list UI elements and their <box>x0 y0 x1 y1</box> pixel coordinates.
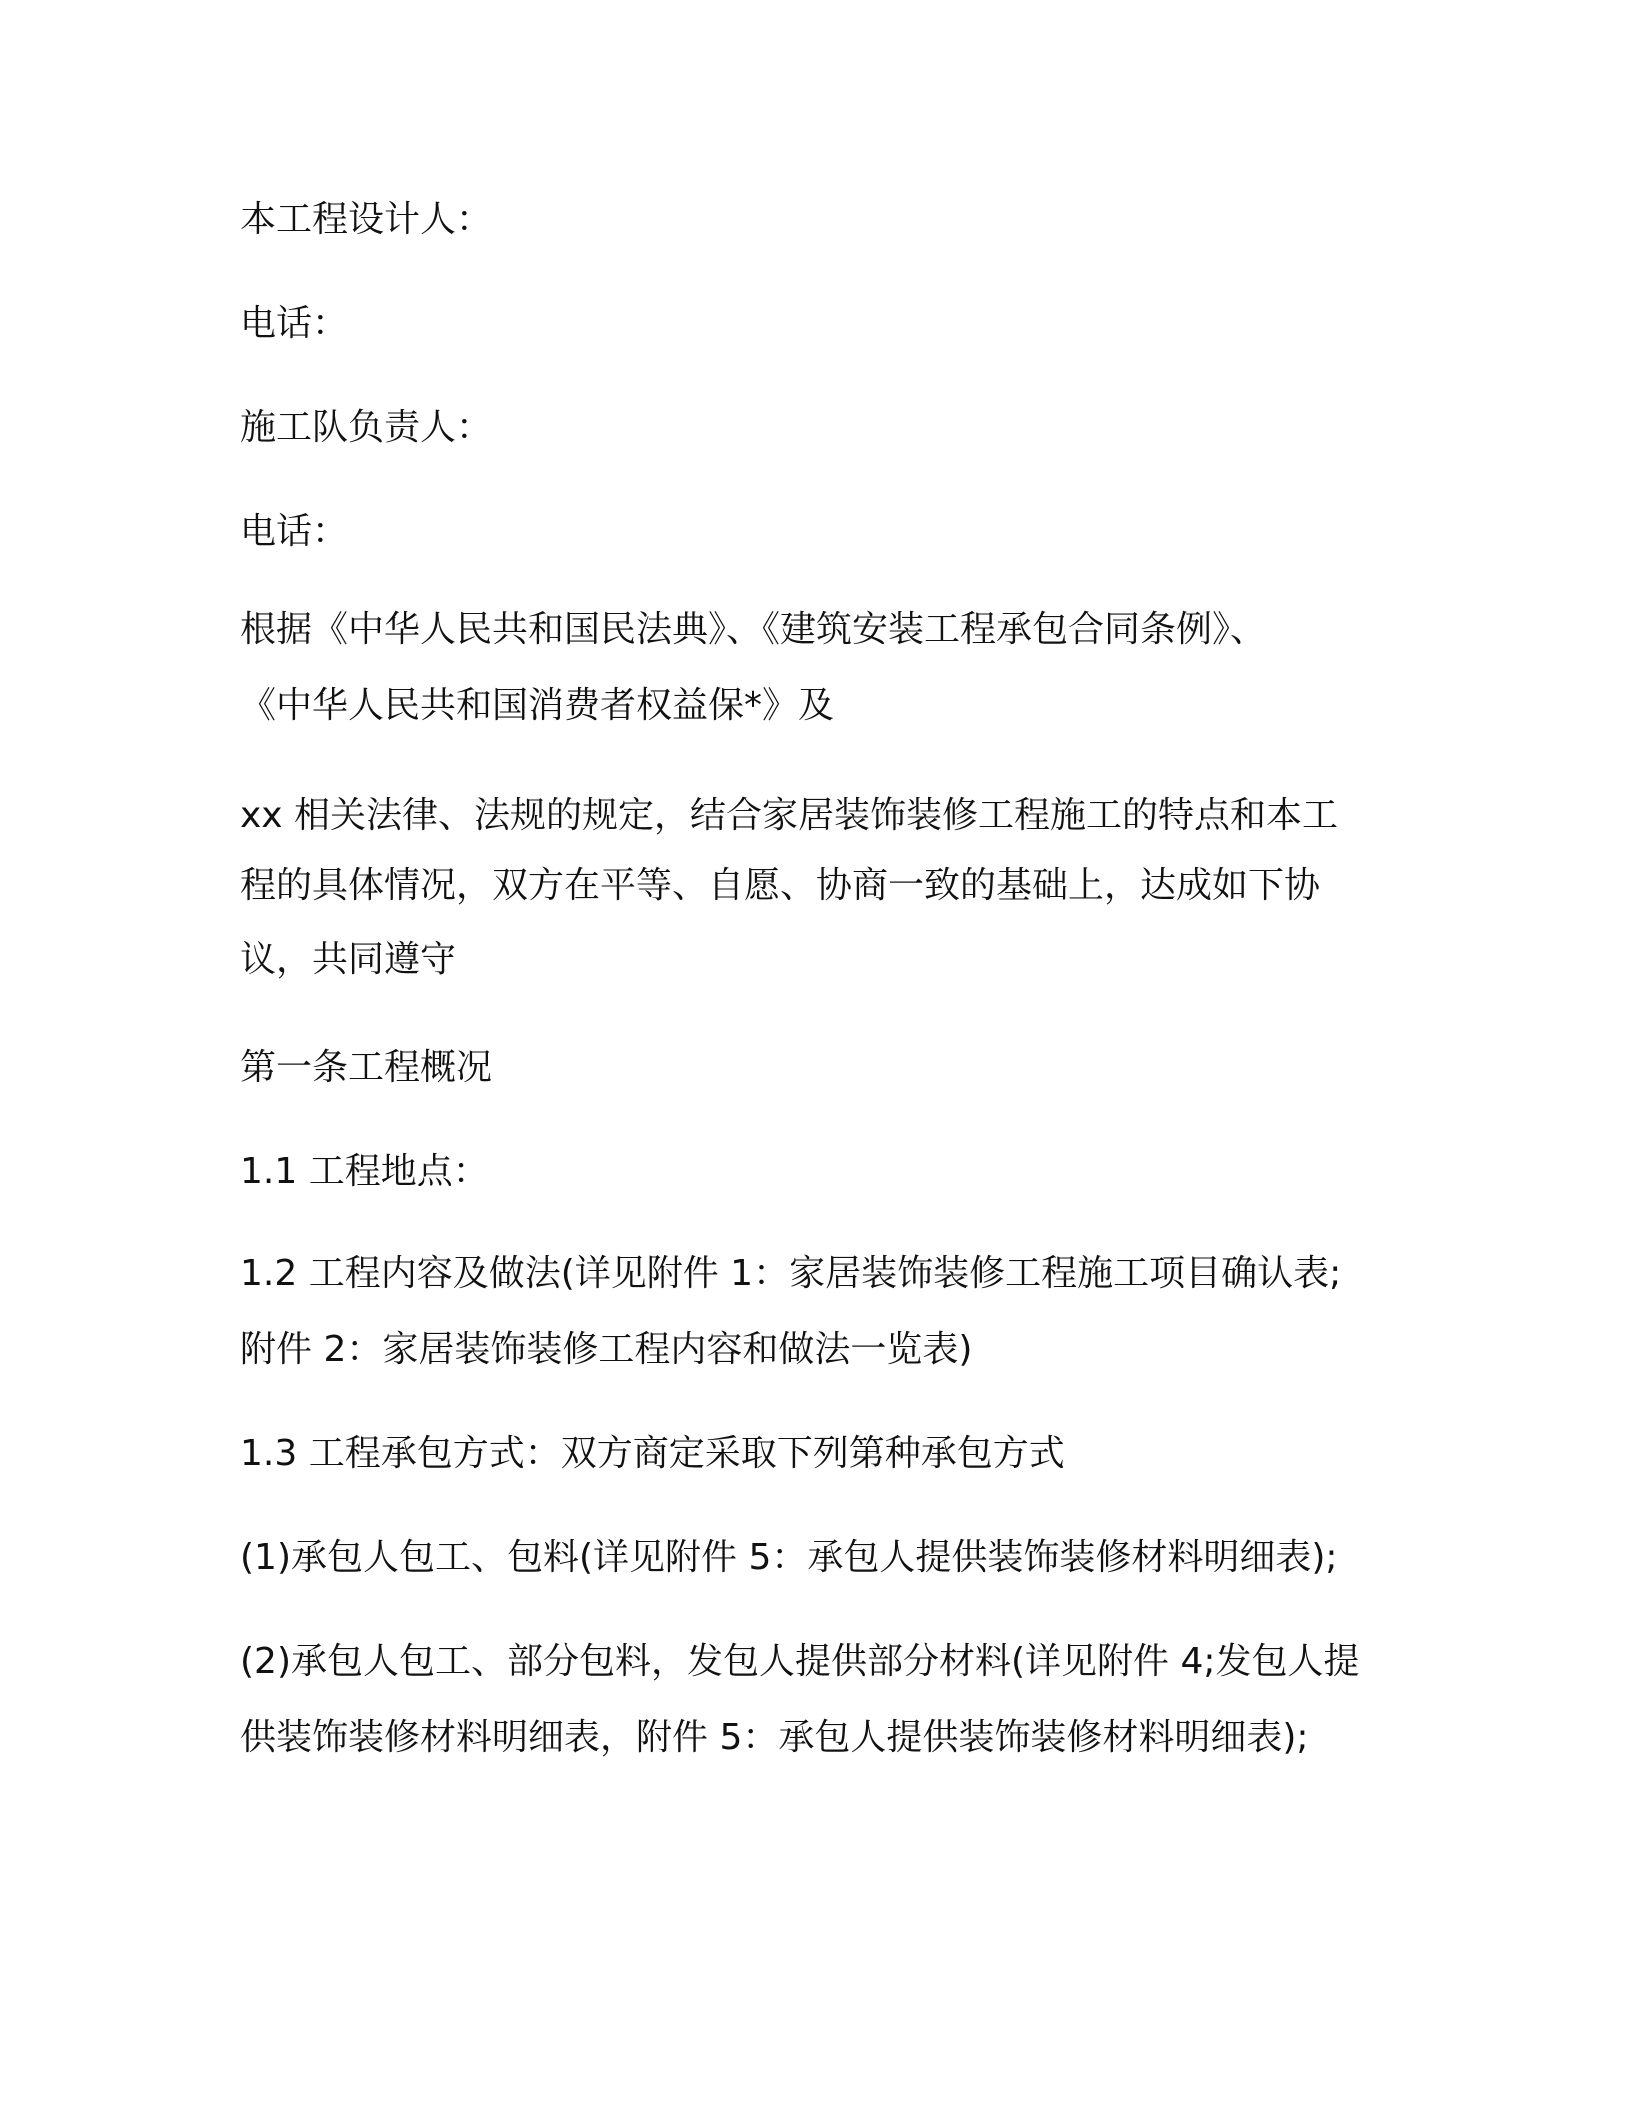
team-leader-line: 施工队负责人： <box>240 407 493 448</box>
legal-basis-line-3: xx 相关法律、法规的规定，结合家居装饰装修工程施工的特点和本工 <box>240 795 1339 836</box>
section-1-heading: 第一条工程概况 <box>240 1047 493 1088</box>
option-2-line-2: 供装饰装修材料明细表，附件 5：承包人提供装饰装修材料明细表); <box>240 1717 1309 1758</box>
option-1-line: (1)承包人包工、包料(详见附件 5：承包人提供装饰装修材料明细表); <box>240 1537 1338 1578</box>
team-leader-phone-line: 电话： <box>240 511 349 552</box>
legal-basis-line-1: 根据《中华人民共和国民法典》、《建筑安装工程承包合同条例》、 <box>240 609 1267 650</box>
clause-1-2-line-1: 1.2 工程内容及做法(详见附件 1：家居装饰装修工程施工项目确认表; <box>240 1253 1342 1294</box>
legal-basis-line-4: 程的具体情况，双方在平等、自愿、协商一致的基础上，达成如下协 <box>240 865 1321 906</box>
designer-line: 本工程设计人： <box>240 199 493 240</box>
designer-phone-line: 电话： <box>240 303 349 344</box>
option-2-line-1: (2)承包人包工、部分包料，发包人提供部分材料(详见附件 4;发包人提 <box>240 1641 1360 1682</box>
clause-1-3: 1.3 工程承包方式：双方商定采取下列第种承包方式 <box>240 1433 1065 1474</box>
clause-1-1: 1.1 工程地点： <box>240 1151 489 1192</box>
clause-1-2-line-2: 附件 2：家居装饰装修工程内容和做法一览表) <box>240 1329 973 1370</box>
legal-basis-line-2: 《中华人民共和国消费者权益保*》及 <box>240 685 835 726</box>
legal-basis-line-5: 议，共同遵守 <box>240 939 457 980</box>
